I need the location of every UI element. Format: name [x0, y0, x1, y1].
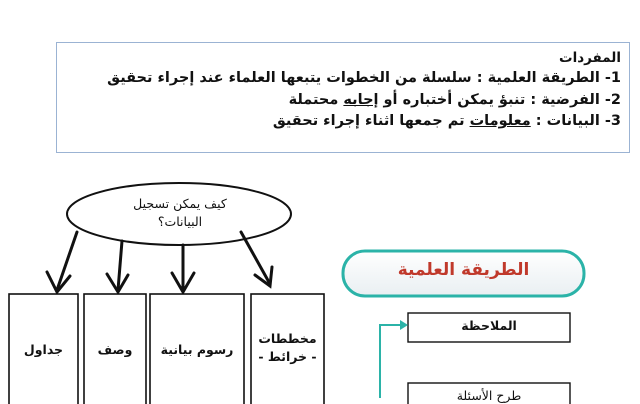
- item-text-end: محتملة: [288, 91, 344, 108]
- method-title: الطريقة العلمية: [397, 260, 530, 280]
- item-separator: :: [471, 70, 488, 86]
- item-underlined: معلومات: [469, 113, 531, 129]
- step-observation: الملاحظة: [461, 318, 517, 333]
- item-term: الفرضية: [541, 91, 600, 108]
- item-text-end: تم جمعها اثناء إجراء تحقيق: [272, 113, 470, 129]
- item-separator: :: [525, 91, 542, 108]
- item-number: 3-: [599, 113, 621, 129]
- item-number: 1-: [599, 70, 621, 86]
- option-graphs: رسوم بيانية: [160, 342, 234, 357]
- item-text-end: سلسلة من الخطوات يتبعها العلماء عند إجراء تحقيق: [107, 70, 472, 86]
- option-maps: مخططات - خرائط -: [258, 331, 317, 364]
- question-text: كيف يمكن تسجيل البيانات؟: [133, 196, 227, 229]
- item-text: تنبؤ يمكن أختباره أو: [378, 91, 526, 108]
- teal-connector: [380, 320, 408, 398]
- item-number: 2-: [599, 91, 621, 108]
- arrow-to-description: [118, 241, 122, 290]
- step-questions: طرح الأسئلة: [456, 388, 522, 403]
- item-separator: :: [530, 113, 547, 129]
- option-tables: جداول: [23, 342, 64, 357]
- item-underlined: إجابه: [343, 91, 379, 108]
- item-term: البيانات: [546, 113, 600, 129]
- option-description: وصف: [97, 342, 133, 357]
- item-term: الطريقة العلمية: [487, 70, 600, 86]
- vocabulary-title: المفردات: [559, 50, 621, 66]
